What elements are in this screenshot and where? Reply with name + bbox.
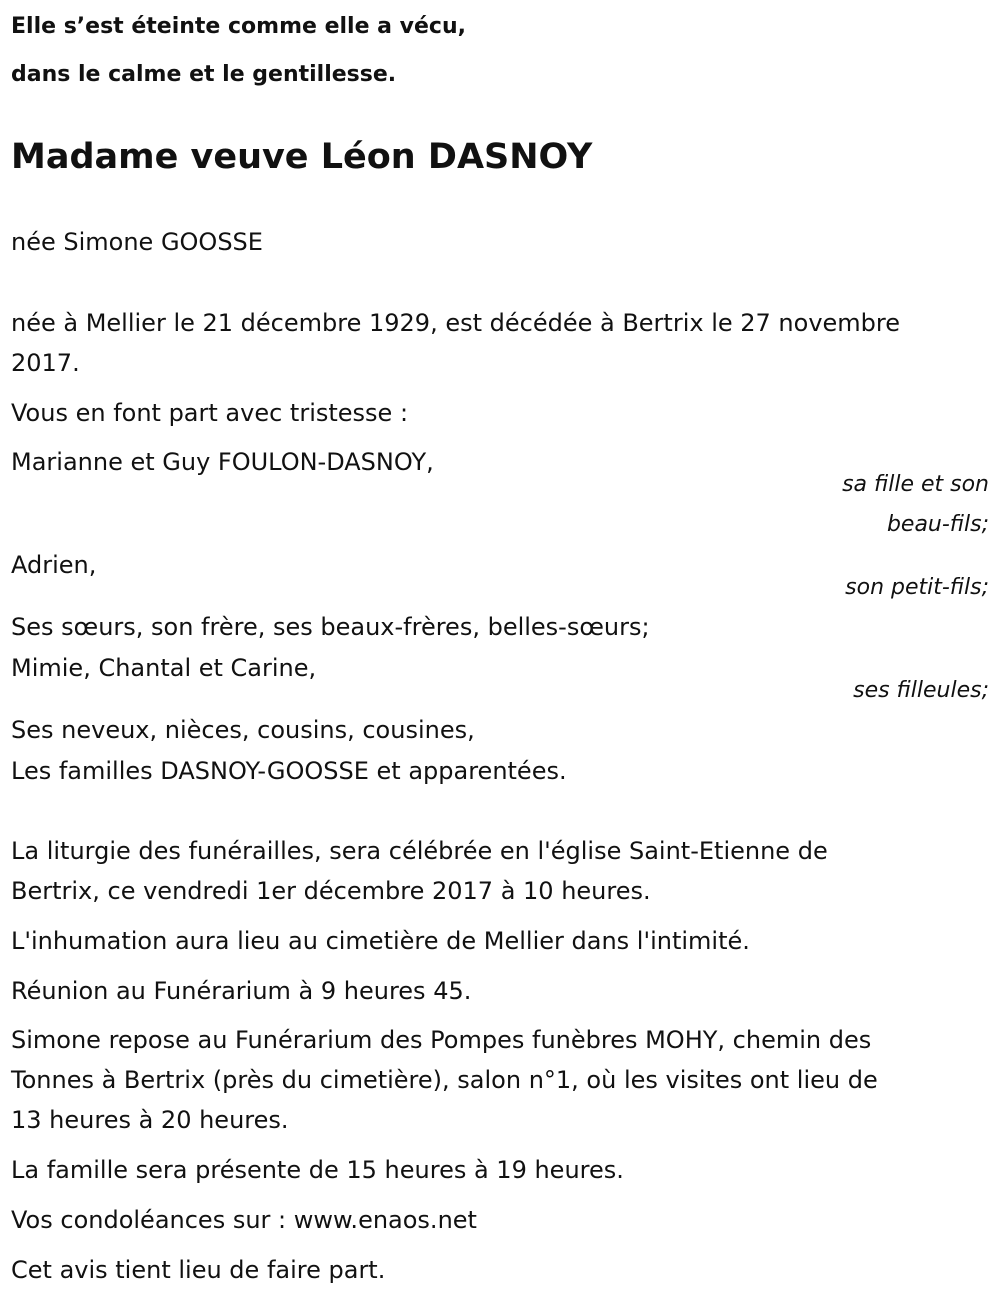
liturgy-line-2: Bertrix, ce vendredi 1er décembre 2017 à 10 heures. (11, 877, 651, 905)
life-dates-line-2: 2017. (11, 349, 80, 377)
life-dates-line-1: née à Mellier le 21 décembre 1929, est décédée à Bertrix le 27 novembre (11, 309, 901, 337)
condolences-info: Vos condoléances sur : www.enaos.net (11, 1206, 477, 1234)
meeting-info: Réunion au Funérarium à 9 heures 45. (11, 977, 472, 1005)
family-member-name: Ses sœurs, son frère, ses beaux-frères, belles-sœurs; (11, 613, 650, 641)
rest-info-line-2: Tonnes à Bertrix (près du cimetière), salon n°1, où les visites ont lieu de (11, 1066, 878, 1094)
family-relation: ses filleules; (853, 678, 989, 703)
family-relation: son petit-fils; (845, 575, 989, 600)
rest-info-line-3: 13 heures à 20 heures. (11, 1106, 289, 1134)
closing-line: Cet avis tient lieu de faire part. (11, 1256, 386, 1284)
liturgy-line-1: La liturgie des funérailles, sera célébrée en l'église Saint-Etienne de (11, 837, 828, 865)
deceased-name: Madame veuve Léon DASNOY (11, 137, 593, 177)
burial-info: L'inhumation aura lieu au cimetière de Mellier dans l'intimité. (11, 927, 750, 955)
epigraph-line-2: dans le calme et le gentillesse. (11, 62, 397, 87)
family-member-name: Adrien, (11, 551, 97, 579)
family-relation: sa fille et son (842, 472, 989, 497)
family-member-name: Les familles DASNOY-GOOSSE et apparentées. (11, 757, 567, 785)
epigraph-line-1: Elle s’est éteinte comme elle a vécu, (11, 14, 466, 39)
announcement-line: Vous en font part avec tristesse : (11, 399, 409, 427)
family-member-name: Ses neveux, nièces, cousins, cousines, (11, 716, 475, 744)
family-member-name: Marianne et Guy FOULON-DASNOY, (11, 448, 434, 476)
birth-name: née Simone GOOSSE (11, 228, 263, 256)
family-member-name: Mimie, Chantal et Carine, (11, 654, 317, 682)
family-presence-info: La famille sera présente de 15 heures à 19 heures. (11, 1156, 624, 1184)
family-relation-cont: beau-fils; (886, 512, 989, 537)
rest-info-line-1: Simone repose au Funérarium des Pompes funèbres MOHY, chemin des (11, 1026, 872, 1054)
